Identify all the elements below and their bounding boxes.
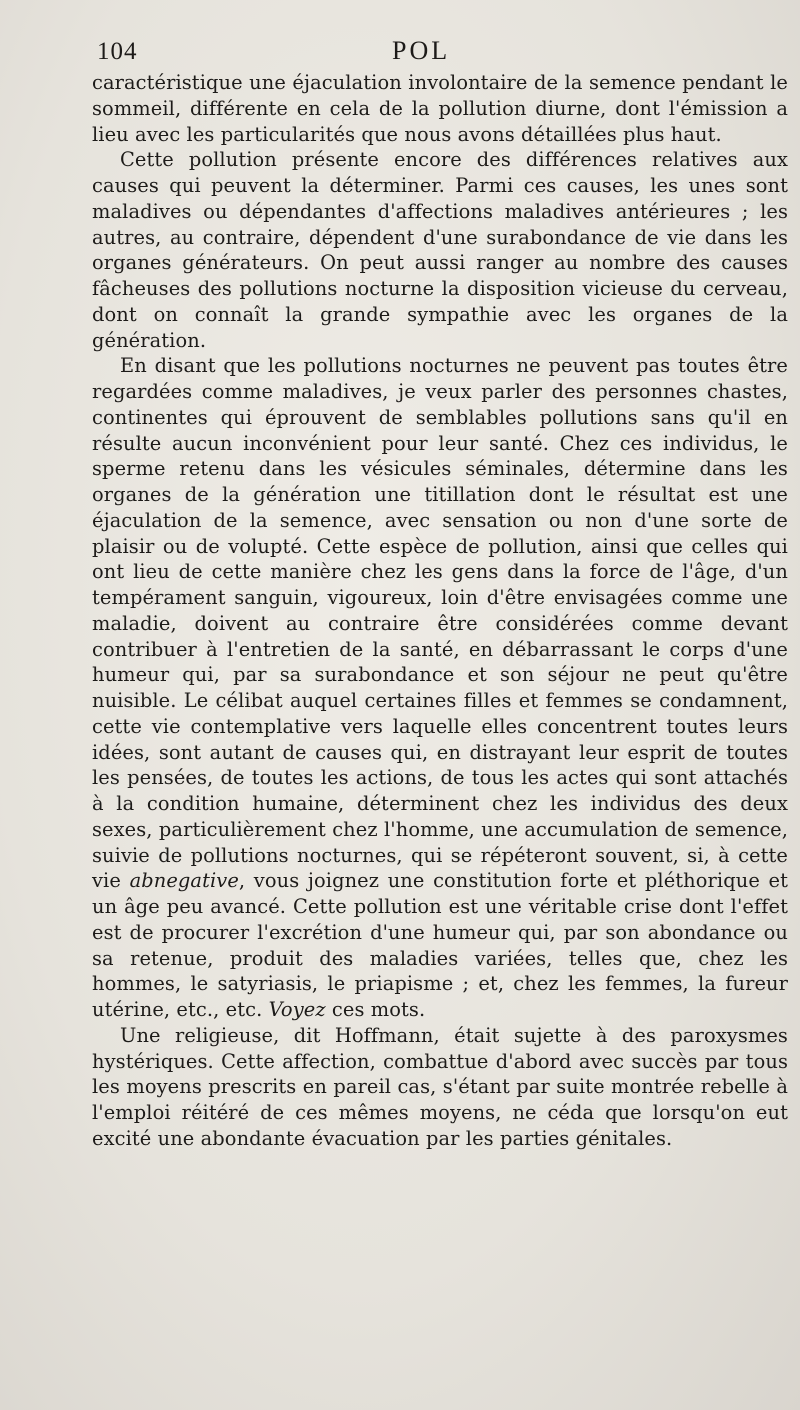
- paragraph-3: [92, 353, 788, 1023]
- body-text: [92, 70, 788, 1152]
- page-number: 104: [97, 38, 138, 65]
- paragraph-2: [92, 147, 788, 353]
- paragraph-text: Cette pollution présente encore des différences relatives aux causes qui peuvent la déterminer. Parmi ces causes, les unes sont maladives ou dépendantes d'affections maladives antérieures ; les autres, au contraire, dépendent d'une surabondance de vie dans les organes générateurs. On peut aussi ranger au nombre des causes fâcheuses des pollutions nocturne la disposition vicieuse du cerveau, dont on connaît la grande sympathie avec les organes de la génération.: [92, 148, 788, 352]
- paragraph-text: En disant que les pollutions nocturnes ne peuvent pas toutes être regardées comme maladives, je veux parler des personnes chastes, continentes qui éprouvent de semblables pollutions sans qu'il en résulte aucun inconvénient pour leur santé. Chez ces individus, le sperme retenu dans les vésicules séminales, détermine dans les organes de la génération une titillation dont le résultat est une éjaculation de la semence, avec sensation ou non d'une sorte de plaisir ou de volupté. Cette espèce de pollution, ainsi que celles qui ont lieu de cette manière chez les gens dans la force de l'âge, d'un tempérament sanguin, vigoureux, loin d'être envisagées comme une maladie, doivent au contraire être considérées comme devant contribuer à l'entretien de la santé, en débarrassant le corps d'une humeur qui, par sa surabondance et son séjour ne peut qu'être nuisible. Le célibat auquel certaines filles et femmes se condamnent, cette vie contemplative vers laquelle elles concentrent toutes leurs idées, sont autant de causes qui, en distrayant leur esprit de toutes les pensées, de toutes les actions, de tous les actes qui sont attachés à la condition humaine, déterminent chez les individus des deux sexes, particulièrement chez l'homme, une accumulation de semence, suivie de pollutions nocturnes, qui se répéteront souvent, si, à cette vie: [92, 354, 788, 893]
- paragraph-text: caractéristique une éjaculation involontaire de la semence pendant le sommeil, différente en cela de la pollution diurne, dont l'émission a lieu avec les particularités que nous avons détaillées plus haut.: [92, 71, 788, 146]
- paragraph-1: [92, 70, 788, 147]
- running-head: [92, 34, 788, 70]
- italic-reference: Voyez: [268, 998, 326, 1021]
- italic-term: abnegative: [129, 869, 239, 893]
- paragraph-4: [92, 1023, 788, 1152]
- paragraph-text: Une religieuse, dit Hoffmann, était sujette à des paroxysmes hystériques. Cette affection, combattue d'abord avec succès par tous les moyens prescrits en pareil cas, s'étant par suite montrée rebelle à l'emploi réitéré de ces mêmes moyens, ne céda que lorsqu'on eut excité une abondante évacuation par les parties génitales.: [92, 1023, 788, 1150]
- running-title: POL: [392, 36, 451, 65]
- paragraph-text: ces mots.: [325, 998, 426, 1021]
- paragraph-text: , vous joignez une constitution forte et pléthorique et un âge peu avancé. Cette pollution est une véritable crise dont l'effet est de procurer l'excrétion d'une humeur qui, par son abondance ou sa retenue, produit des maladies variées, telles que, chez les hommes, le satyriasis, le priapisme ; et, chez les femmes, la fureur utérine, etc., etc.: [92, 869, 788, 1021]
